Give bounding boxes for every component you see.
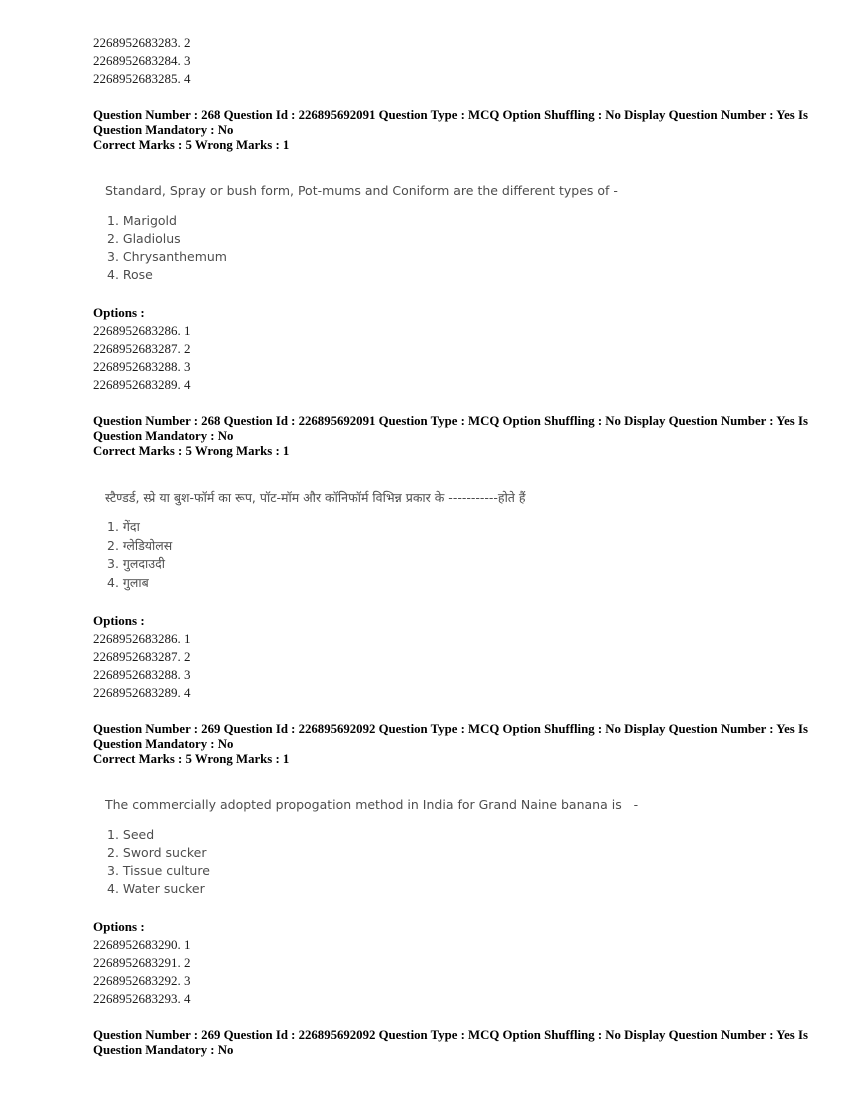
option-id-line: 2268952683286. 1 — [93, 323, 191, 338]
option-id-line: 2268952683288. 3 — [93, 667, 191, 682]
choice-item: 3. Chrysanthemum — [107, 249, 227, 264]
choice-item: 1. Seed — [107, 827, 155, 842]
option-id-line: 2268952683290. 1 — [93, 937, 191, 952]
answer-id-list — [93, 34, 790, 88]
question-block-269-hindi-partial — [93, 1028, 808, 1058]
choice-item: 3. Tissue culture — [107, 863, 210, 878]
question-meta-block — [93, 414, 808, 459]
choice-item: 2. Gladiolus — [107, 231, 181, 246]
options-label: Options : — [93, 305, 145, 320]
option-id-line: 2268952683287. 2 — [93, 649, 191, 664]
question-text: Standard, Spray or bush form, Pot-mums and Coniform are the different types of - — [105, 183, 618, 198]
question-meta-block — [93, 722, 808, 767]
options-label: Options : — [93, 613, 145, 628]
options-id-block — [93, 304, 790, 394]
option-id-line: 2268952683287. 2 — [93, 341, 191, 356]
choice-item: 1. Marigold — [107, 213, 177, 228]
choice-item: 4. Water sucker — [107, 881, 205, 896]
question-body — [93, 182, 790, 284]
question-meta-line: Question Mandatory : No — [93, 1043, 234, 1057]
option-id-line: 2268952683291. 2 — [93, 955, 191, 970]
choice-item: 4. गुलाब — [107, 574, 149, 590]
question-meta-block — [93, 108, 808, 153]
option-id-line: 2268952683293. 4 — [93, 991, 191, 1006]
question-meta-line: Question Mandatory : No — [93, 429, 234, 443]
answer-id-line: 2268952683284. 3 — [93, 53, 191, 68]
options-id-block — [93, 918, 790, 1008]
question-meta-line: Question Number : 269 Question Id : 226895692092 Question Type : MCQ Option Shuffling : No Display Question Number : Yes Is — [93, 1028, 808, 1042]
answer-id-line: 2268952683283. 2 — [93, 35, 191, 50]
choice-item: 2. ग्लेडियोलस — [107, 537, 173, 553]
option-id-line: 2268952683286. 1 — [93, 631, 191, 646]
marks-line: Correct Marks : 5 Wrong Marks : 1 — [93, 444, 290, 458]
answer-id-line: 2268952683285. 4 — [93, 71, 191, 86]
question-body — [93, 796, 790, 898]
choice-list — [93, 212, 790, 284]
marks-line: Correct Marks : 5 Wrong Marks : 1 — [93, 138, 290, 152]
choice-item: 3. गुलदाउदी — [107, 556, 166, 571]
marks-line: Correct Marks : 5 Wrong Marks : 1 — [93, 752, 290, 766]
question-block-268-hindi — [93, 414, 808, 702]
question-text: स्टैण्डर्ड, स्प्रे या बुश-फॉर्म का रूप, पॉट-मॉम और कॉनिफॉर्म विभिन्न प्रकार के -----------होते हैं — [105, 490, 526, 505]
choice-item: 1. गेंदा — [107, 519, 140, 534]
question-body — [93, 488, 790, 592]
question-block-268-english — [93, 108, 808, 394]
option-id-line: 2268952683292. 3 — [93, 973, 191, 988]
question-meta-line: Question Number : 269 Question Id : 226895692092 Question Type : MCQ Option Shuffling : No Display Question Number : Yes Is — [93, 722, 808, 736]
question-meta-line: Question Number : 268 Question Id : 226895692091 Question Type : MCQ Option Shuffling : No Display Question Number : Yes Is — [93, 108, 808, 122]
question-meta-line: Question Mandatory : No — [93, 737, 234, 751]
options-id-block — [93, 612, 790, 702]
choice-list — [93, 826, 790, 898]
question-meta-line: Question Mandatory : No — [93, 123, 234, 137]
options-label: Options : — [93, 919, 145, 934]
choice-item: 4. Rose — [107, 267, 153, 282]
question-meta-block — [93, 1028, 808, 1058]
question-block-269-english — [93, 722, 808, 1008]
choice-item: 2. Sword sucker — [107, 845, 207, 860]
question-text: The commercially adopted propogation method in India for Grand Naine banana is - — [105, 797, 639, 812]
option-id-line: 2268952683288. 3 — [93, 359, 191, 374]
option-id-line: 2268952683289. 4 — [93, 377, 191, 392]
question-meta-line: Question Number : 268 Question Id : 226895692091 Question Type : MCQ Option Shuffling : No Display Question Number : Yes Is — [93, 414, 808, 428]
choice-list — [93, 518, 790, 592]
option-id-line: 2268952683289. 4 — [93, 685, 191, 700]
